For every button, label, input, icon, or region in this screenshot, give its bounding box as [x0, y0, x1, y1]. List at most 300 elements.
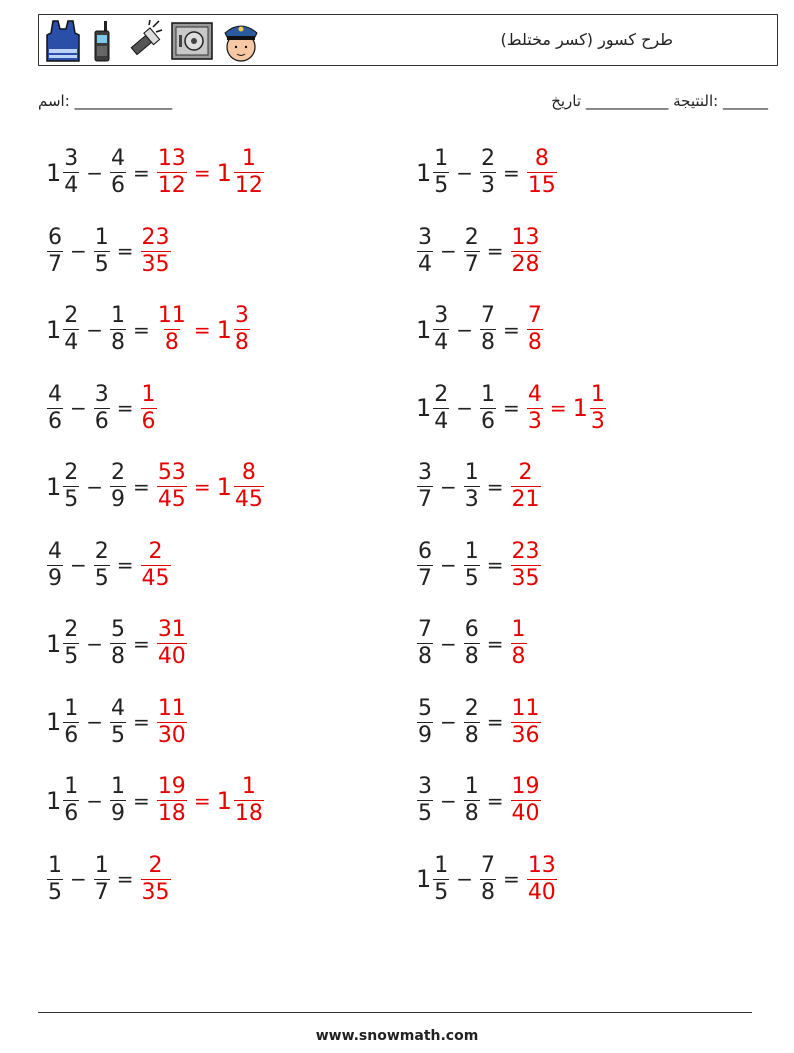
vest-icon — [45, 19, 81, 63]
minus-sign: − — [86, 788, 104, 813]
minuend-whole: 1 — [46, 158, 62, 187]
minuend-fraction-denominator: 6 — [64, 722, 79, 748]
minuend-fraction — [63, 696, 79, 749]
subtrahend-fraction-denominator: 5 — [94, 565, 109, 591]
subtrahend-fraction — [464, 617, 480, 670]
subtrahend-fraction — [464, 539, 480, 592]
mixed-fraction — [590, 382, 606, 435]
minuend-whole: 1 — [46, 708, 62, 736]
problem-5 — [46, 303, 251, 356]
subtrahend-fraction-numerator: 6 — [464, 617, 479, 642]
answer-fraction-denominator: 45 — [157, 487, 186, 512]
name-label: اسم: — [38, 92, 70, 110]
answer-fraction-denominator: 45 — [141, 565, 170, 591]
answer — [156, 696, 188, 749]
subtrahend-fraction-numerator: 7 — [481, 303, 496, 328]
answer — [156, 617, 188, 670]
problem-8 — [416, 382, 607, 435]
answer-fraction-denominator: 12 — [157, 173, 186, 198]
answer — [510, 539, 542, 592]
equals-sign: = — [133, 631, 150, 656]
subtrahend-fraction-numerator: 4 — [111, 146, 126, 171]
answer-fraction-denominator: 35 — [141, 879, 170, 905]
minus-sign: − — [440, 710, 457, 734]
minuend-fraction-numerator: 2 — [434, 381, 449, 407]
answer — [510, 774, 542, 827]
minuend-fraction-numerator: 1 — [434, 852, 449, 878]
mixed-fraction — [234, 303, 250, 356]
subtrahend-fraction — [480, 853, 496, 906]
minuend-fraction-numerator: 3 — [434, 303, 449, 328]
minuend-whole: 1 — [416, 394, 432, 422]
minus-sign: − — [70, 239, 87, 263]
answer-fraction-denominator: 21 — [511, 487, 540, 512]
subtrahend-fraction-denominator: 8 — [481, 879, 496, 905]
subtrahend-fraction — [110, 774, 126, 827]
answer-fraction-numerator: 13 — [527, 852, 556, 878]
answer — [510, 696, 542, 749]
mixed-fraction-numerator: 1 — [590, 381, 605, 407]
answer — [526, 382, 607, 435]
answer-fraction-numerator: 19 — [157, 774, 186, 799]
name-blank: _____________ — [74, 92, 173, 110]
minuend-fraction-denominator: 6 — [64, 801, 79, 826]
header-icons — [45, 19, 261, 63]
minuend-fraction-denominator: 4 — [418, 251, 432, 277]
subtrahend-fraction-denominator: 8 — [481, 330, 496, 355]
problem-1 — [46, 146, 265, 199]
answer — [140, 539, 172, 592]
answer-fraction — [527, 382, 543, 435]
answer-fraction-numerator: 53 — [157, 460, 186, 485]
subtrahend-fraction-denominator: 5 — [111, 722, 126, 748]
subtrahend-fraction-denominator: 6 — [94, 408, 109, 434]
minuend-fraction — [63, 617, 79, 670]
problem-13 — [46, 617, 188, 670]
answer-fraction-denominator: 28 — [511, 251, 540, 277]
answer-fraction — [511, 225, 541, 278]
minus-sign: − — [456, 160, 474, 185]
subtrahend-fraction-denominator: 8 — [464, 722, 479, 748]
answer-fraction-denominator: 30 — [157, 722, 186, 748]
mixed-fraction — [234, 774, 264, 827]
subtrahend-fraction-denominator: 8 — [111, 644, 126, 669]
minus-sign: − — [86, 474, 104, 499]
mixed-whole: 1 — [216, 786, 232, 815]
minuend-fraction — [47, 382, 63, 435]
subtrahend-fraction — [94, 539, 110, 592]
subtrahend-fraction-denominator: 8 — [111, 330, 126, 355]
answer-fraction — [141, 382, 157, 435]
minuend-fraction-numerator: 3 — [418, 224, 432, 250]
mixed-fraction — [234, 146, 264, 199]
equals-sign: = — [116, 239, 134, 263]
subtrahend-fraction-numerator: 2 — [111, 460, 126, 485]
date-blank: ______ — [723, 92, 768, 110]
walkie-talkie-icon — [89, 19, 115, 63]
answer-fraction-numerator: 11 — [157, 303, 186, 328]
answer — [156, 303, 251, 356]
date-score-field — [551, 92, 768, 110]
subtrahend-fraction-numerator: 5 — [111, 617, 126, 642]
answer-fraction-numerator: 4 — [527, 381, 542, 407]
subtrahend-fraction-numerator: 1 — [94, 852, 109, 878]
answer — [156, 460, 265, 513]
minuend-fraction-denominator: 9 — [418, 722, 432, 748]
answer — [510, 460, 542, 513]
minuend-fraction — [63, 460, 79, 513]
answer-fraction-denominator: 40 — [157, 644, 186, 669]
answer-fraction-numerator: 23 — [511, 538, 540, 564]
answer-fraction-denominator: 8 — [527, 330, 542, 355]
minuend-fraction — [417, 774, 433, 827]
subtrahend-fraction — [480, 146, 496, 199]
minus-sign: − — [440, 553, 457, 577]
minuend-fraction-numerator: 2 — [64, 617, 79, 642]
minuend-fraction-denominator: 4 — [64, 173, 79, 198]
answer-fraction-denominator: 8 — [511, 644, 526, 669]
answer-fraction — [527, 146, 557, 199]
subtrahend-fraction — [464, 696, 480, 749]
subtrahend-fraction — [110, 146, 126, 199]
minuend-fraction-denominator: 7 — [418, 487, 432, 512]
subtrahend-fraction — [464, 225, 480, 278]
answer-fraction-numerator: 19 — [511, 774, 540, 799]
problem-6 — [416, 303, 544, 356]
answer-equals-sign: = — [193, 788, 211, 813]
worksheet-title: طرح كسور (كسر مختلط) — [500, 30, 673, 49]
mixed-whole: 1 — [216, 315, 232, 344]
safe-icon — [171, 21, 213, 61]
answer-equals-sign: = — [193, 160, 211, 185]
equals-sign: = — [133, 317, 150, 342]
answer-fraction-denominator: 35 — [511, 565, 540, 591]
minuend-fraction-numerator: 6 — [48, 224, 62, 250]
subtrahend-fraction — [94, 853, 110, 906]
answer-fraction — [141, 853, 171, 906]
minuend-fraction-numerator: 6 — [418, 538, 432, 564]
equals-sign: = — [486, 474, 504, 499]
subtrahend-fraction-numerator: 1 — [464, 460, 479, 485]
minus-sign: − — [456, 396, 474, 420]
subtrahend-fraction-numerator: 1 — [464, 774, 479, 799]
minuend-fraction-numerator: 4 — [48, 538, 62, 564]
problem-17 — [46, 774, 265, 827]
minus-sign: − — [456, 867, 474, 891]
mixed-fraction-numerator: 3 — [234, 303, 249, 328]
answer-fraction — [157, 617, 187, 670]
answer-fraction — [511, 774, 541, 827]
equals-sign: = — [503, 396, 520, 420]
answer — [526, 853, 558, 906]
answer-fraction — [511, 617, 527, 670]
minuend-fraction-denominator: 8 — [418, 644, 432, 669]
minuend-whole: 1 — [46, 786, 62, 815]
score-label: النتيجة — [673, 92, 714, 110]
minuend-fraction-numerator: 2 — [64, 303, 79, 328]
minuend-fraction-denominator: 5 — [64, 487, 79, 512]
minuend-fraction-denominator: 7 — [48, 251, 62, 277]
answer-fraction-numerator: 11 — [157, 695, 186, 721]
problem-15 — [46, 696, 188, 749]
mixed-fraction-denominator: 8 — [234, 330, 249, 355]
minuend-whole: 1 — [416, 865, 432, 893]
subtrahend-fraction-denominator: 8 — [464, 801, 479, 826]
minuend-fraction-denominator: 4 — [64, 330, 79, 355]
police-officer-icon — [221, 17, 261, 65]
answer-fraction-denominator: 3 — [527, 408, 542, 434]
minuend-fraction-denominator: 6 — [48, 408, 62, 434]
minuend-fraction-denominator: 5 — [434, 879, 449, 905]
answer-fraction-numerator: 31 — [157, 617, 186, 642]
answer-fraction — [511, 460, 541, 513]
subtrahend-fraction-numerator: 1 — [111, 303, 126, 328]
subtrahend-fraction-numerator: 7 — [481, 852, 496, 878]
minuend-whole: 1 — [46, 629, 62, 658]
answer-fraction-numerator: 1 — [141, 381, 156, 407]
equals-sign: = — [133, 710, 150, 734]
minuend-fraction-denominator: 7 — [418, 565, 432, 591]
answer-fraction-numerator: 13 — [157, 146, 186, 171]
subtrahend-fraction-denominator: 3 — [481, 173, 496, 198]
mixed-fraction-numerator: 1 — [241, 146, 256, 171]
minuend-fraction — [417, 617, 433, 670]
minuend-fraction — [47, 539, 63, 592]
minuend-whole: 1 — [46, 472, 62, 501]
minuend-fraction-numerator: 1 — [48, 852, 62, 878]
minuend-fraction — [433, 303, 449, 356]
answer-fraction — [527, 303, 543, 356]
subtrahend-fraction — [480, 303, 496, 356]
subtrahend-fraction-denominator: 6 — [481, 408, 496, 434]
minuend-fraction-numerator: 3 — [418, 460, 432, 485]
answer-fraction-numerator: 2 — [148, 852, 163, 878]
equals-sign: = — [133, 160, 150, 185]
minus-sign: − — [86, 317, 104, 342]
minuend-whole: 1 — [416, 158, 432, 187]
answer-fraction-numerator: 13 — [511, 224, 540, 250]
answer — [140, 225, 172, 278]
answer — [526, 303, 544, 356]
subtrahend-fraction-denominator: 6 — [111, 173, 126, 198]
answer-fraction-numerator: 23 — [141, 224, 170, 250]
subtrahend-fraction-denominator: 3 — [464, 487, 479, 512]
answer-fraction-numerator: 7 — [527, 303, 542, 328]
answer-equals-sign: = — [549, 396, 567, 420]
answer-fraction-denominator: 18 — [157, 801, 186, 826]
answer-fraction-denominator: 8 — [164, 330, 179, 355]
equals-sign: = — [133, 474, 150, 499]
problem-4 — [416, 225, 542, 278]
equals-sign: = — [503, 160, 520, 185]
mixed-fraction-denominator: 3 — [590, 408, 605, 434]
minuend-fraction-denominator: 5 — [64, 644, 79, 669]
equals-sign: = — [486, 710, 504, 734]
answer — [510, 617, 528, 670]
footer-divider — [38, 1012, 752, 1013]
subtrahend-fraction-numerator: 1 — [464, 538, 479, 564]
subtrahend-fraction-numerator: 4 — [111, 695, 126, 721]
equals-sign: = — [503, 867, 520, 891]
minus-sign: − — [456, 317, 474, 342]
minus-sign: − — [440, 631, 457, 656]
answer-fraction-denominator: 6 — [141, 408, 156, 434]
minuend-fraction-numerator: 1 — [64, 774, 79, 799]
subtrahend-fraction-numerator: 2 — [464, 695, 479, 721]
answer-fraction — [157, 460, 187, 513]
flashlight-icon — [123, 19, 163, 63]
mixed-fraction-denominator: 12 — [234, 173, 263, 198]
subtrahend-fraction-numerator: 1 — [111, 774, 126, 799]
subtrahend-fraction-denominator: 9 — [111, 801, 126, 826]
answer-fraction-numerator: 2 — [518, 460, 533, 485]
equals-sign: = — [116, 396, 134, 420]
answer-fraction — [141, 539, 171, 592]
answer-fraction — [157, 696, 187, 749]
minuend-fraction-denominator: 5 — [418, 801, 432, 826]
minuend-fraction-numerator: 4 — [48, 381, 62, 407]
subtrahend-fraction — [94, 382, 110, 435]
subtrahend-fraction — [110, 460, 126, 513]
problem-9 — [46, 460, 265, 513]
minuend-fraction-numerator: 3 — [64, 146, 79, 171]
minuend-fraction-numerator: 3 — [418, 774, 432, 799]
answer — [510, 225, 542, 278]
subtrahend-fraction — [110, 303, 126, 356]
answer-fraction-denominator: 40 — [511, 801, 540, 826]
equals-sign: = — [486, 631, 504, 656]
minuend-fraction-numerator: 7 — [418, 617, 432, 642]
problem-18 — [416, 774, 542, 827]
subtrahend-fraction-numerator: 2 — [464, 224, 479, 250]
mixed-fraction-denominator: 18 — [234, 801, 263, 826]
problem-19 — [46, 853, 172, 906]
minuend-whole: 1 — [416, 315, 432, 344]
minuend-fraction — [417, 696, 433, 749]
answer — [526, 146, 558, 199]
minus-sign: − — [86, 710, 104, 734]
subtrahend-fraction-numerator: 2 — [481, 146, 496, 171]
subtrahend-fraction-denominator: 9 — [111, 487, 126, 512]
answer — [156, 774, 265, 827]
equals-sign: = — [116, 867, 134, 891]
score-blank: ___________ — [585, 92, 669, 110]
answer-fraction-denominator: 15 — [527, 173, 556, 198]
minuend-fraction-numerator: 1 — [64, 695, 79, 721]
minuend-fraction-denominator: 9 — [48, 565, 62, 591]
answer-equals-sign: = — [193, 317, 211, 342]
minus-sign: − — [86, 631, 104, 656]
minus-sign: − — [70, 867, 87, 891]
equals-sign: = — [486, 788, 504, 813]
answer-fraction-denominator: 35 — [141, 251, 170, 277]
minuend-fraction — [433, 146, 449, 199]
subtrahend-fraction-numerator: 1 — [481, 381, 496, 407]
problem-20 — [416, 853, 558, 906]
answer-fraction-numerator: 11 — [511, 695, 540, 721]
answer-fraction — [157, 146, 187, 199]
subtrahend-fraction — [480, 382, 496, 435]
answer-fraction — [157, 774, 187, 827]
mixed-fraction — [234, 460, 264, 513]
mixed-fraction-denominator: 45 — [234, 487, 263, 512]
minus-sign: − — [86, 160, 104, 185]
minus-sign: − — [70, 553, 87, 577]
footer-url: www.snowmath.com — [315, 1028, 479, 1044]
mixed-fraction-numerator: 8 — [241, 460, 256, 485]
answer-fraction-numerator: 8 — [534, 146, 549, 171]
minuend-fraction — [63, 146, 79, 199]
minus-sign: − — [440, 788, 457, 813]
minuend-fraction-denominator: 5 — [434, 173, 449, 198]
answer-fraction — [511, 696, 541, 749]
minuend-fraction-numerator: 5 — [418, 695, 432, 721]
subtrahend-fraction — [464, 774, 480, 827]
answer-fraction — [527, 853, 557, 906]
answer — [156, 146, 265, 199]
answer-fraction-numerator: 1 — [511, 617, 526, 642]
answer-fraction-denominator: 40 — [527, 879, 556, 905]
subtrahend-fraction-numerator: 1 — [94, 224, 109, 250]
minus-sign: − — [440, 239, 457, 263]
subtrahend-fraction — [464, 460, 480, 513]
answer-fraction — [141, 225, 171, 278]
equals-sign: = — [486, 553, 504, 577]
equals-sign: = — [116, 553, 134, 577]
subtrahend-fraction-numerator: 3 — [94, 381, 109, 407]
minus-sign: − — [440, 474, 457, 499]
subtrahend-fraction — [110, 696, 126, 749]
subtrahend-fraction-denominator: 5 — [94, 251, 109, 277]
subtrahend-fraction-denominator: 7 — [464, 251, 479, 277]
minuend-whole: 1 — [46, 315, 62, 344]
minuend-fraction-numerator: 1 — [434, 146, 449, 171]
answer-fraction — [511, 539, 541, 592]
subtrahend-fraction-denominator: 7 — [94, 879, 109, 905]
subtrahend-fraction-denominator: 5 — [464, 565, 479, 591]
minuend-fraction — [433, 382, 449, 435]
problem-7 — [46, 382, 158, 435]
minuend-fraction — [63, 303, 79, 356]
minuend-fraction — [47, 225, 63, 278]
problem-12 — [416, 539, 542, 592]
minuend-fraction — [417, 539, 433, 592]
minuend-fraction-denominator: 4 — [434, 408, 449, 434]
problem-2 — [416, 146, 558, 199]
equals-sign: = — [503, 317, 520, 342]
subtrahend-fraction — [94, 225, 110, 278]
mixed-whole: 1 — [216, 472, 232, 501]
subtrahend-fraction-numerator: 2 — [94, 538, 109, 564]
minuend-fraction — [63, 774, 79, 827]
date-label: تاريخ: — [551, 92, 719, 110]
minuend-fraction-numerator: 2 — [64, 460, 79, 485]
minuend-fraction-denominator: 4 — [434, 330, 449, 355]
problem-10 — [416, 460, 542, 513]
equals-sign: = — [133, 788, 150, 813]
minuend-fraction — [47, 853, 63, 906]
subtrahend-fraction-denominator: 8 — [464, 644, 479, 669]
answer-fraction — [157, 303, 187, 356]
minuend-fraction-denominator: 5 — [48, 879, 62, 905]
equals-sign: = — [486, 239, 504, 263]
problem-16 — [416, 696, 542, 749]
answer-fraction-denominator: 36 — [511, 722, 540, 748]
problem-3 — [46, 225, 172, 278]
mixed-whole: 1 — [572, 394, 588, 422]
answer-equals-sign: = — [193, 474, 211, 499]
mixed-whole: 1 — [216, 158, 232, 187]
